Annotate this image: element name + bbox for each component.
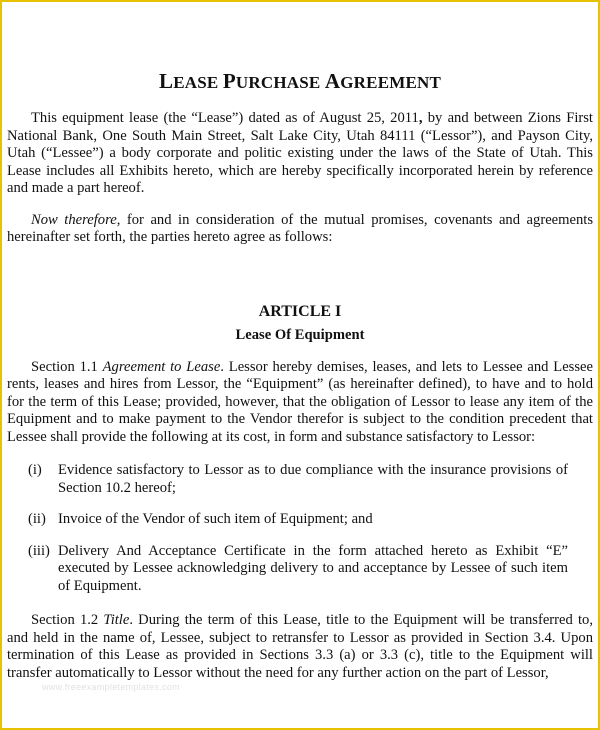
- document-title: [7, 68, 593, 96]
- article-subheading: Lease Of Equipment: [235, 326, 365, 343]
- title-letter: A: [324, 69, 341, 93]
- section-1-1-italic: Agreement to Lease: [102, 358, 221, 375]
- section-1-1-label: Section 1.1: [31, 358, 103, 375]
- intro-text-b: by and between Zions First National Bank, One South Main Street, Salt Lake City, Utah 84111 (“Lessor”), and Payson City, Utah (“Lessee”) a body corporate and politic existing under the laws of the State of Utah. This Lease includes all Exhibits hereto, which are hereby specifically incorporated herein by reference and made a part hereof.: [7, 110, 593, 196]
- condition-text: Delivery And Acceptance Certificate in the form attached hereto as Exhibit “E” executed by Lessee acknowledging delivery to and acceptance by Lessee of such item of Equipment.: [58, 542, 568, 594]
- section-1-2-label: Section 1.2: [31, 612, 104, 628]
- condition-item: [28, 543, 568, 596]
- condition-text: Invoice of the Vendor of such item of Equipment; and: [58, 511, 373, 527]
- section-1-1-paragraph: [7, 359, 593, 447]
- section-1-2-paragraph: [7, 612, 593, 682]
- condition-item: [28, 462, 568, 497]
- title-word: GREEMENT: [340, 73, 442, 92]
- section-1-2-text: . During the term of this Lease, title to the Equipment will be transferred to, and held in the name of, Lessee, subject to retransfer to Lessor as provided in Section 3.4. Upon termination of this Lease as provided in Sections 3.3 (a) or 3.3 (c), title to the Equipment will transfer automatically to Lessor without the need for any further action on the part of Lessor,: [7, 612, 593, 681]
- title-letter: P: [222, 69, 236, 93]
- now-therefore-italic: Now therefore: [31, 211, 117, 228]
- article-heading: ARTICLE I: [258, 302, 342, 320]
- condition-item: [28, 511, 568, 529]
- title-word: EASE: [173, 73, 223, 92]
- intro-paragraph: [7, 110, 593, 198]
- condition-text: Evidence satisfactory to Lessor as to due compliance with the insurance provisions of Section 10.2 hereof;: [58, 462, 568, 496]
- watermark-text: www.freeexampletemplates.com: [42, 682, 180, 692]
- intro-text-a: This equipment lease (the “Lease”) dated as of August 25, 2011: [31, 110, 419, 126]
- now-therefore-paragraph: [7, 212, 593, 247]
- document-page: [5, 2, 595, 728]
- condition-number: (i): [28, 462, 42, 478]
- section-1-1-text: . Lessor hereby demises, leases, and lets to Lessee and Lessee rents, leases and hires from Lessor, the “Equipment” (as hereinafter defined), to have and to hold for the term of this Lease; provided, however, that the obligation of Lessor to lease any item of the Equipment and to make payment to the Vendor therefor is subject to the condition precedent that Lessee shall provide the following at its cost, in form and substance satisfactory to Lessor:: [7, 358, 593, 445]
- section-1-2-italic: Title: [103, 612, 130, 628]
- now-therefore-text: , for and in consideration of the mutual promises, covenants and agreements hereinafter set forth, the parties hereto agree as follows:: [7, 211, 594, 245]
- title-letter: L: [158, 69, 174, 93]
- intro-comma: ,: [418, 110, 423, 126]
- condition-number: (iii): [28, 542, 50, 559]
- title-word: URCHASE: [235, 73, 325, 92]
- condition-number: (ii): [28, 511, 46, 527]
